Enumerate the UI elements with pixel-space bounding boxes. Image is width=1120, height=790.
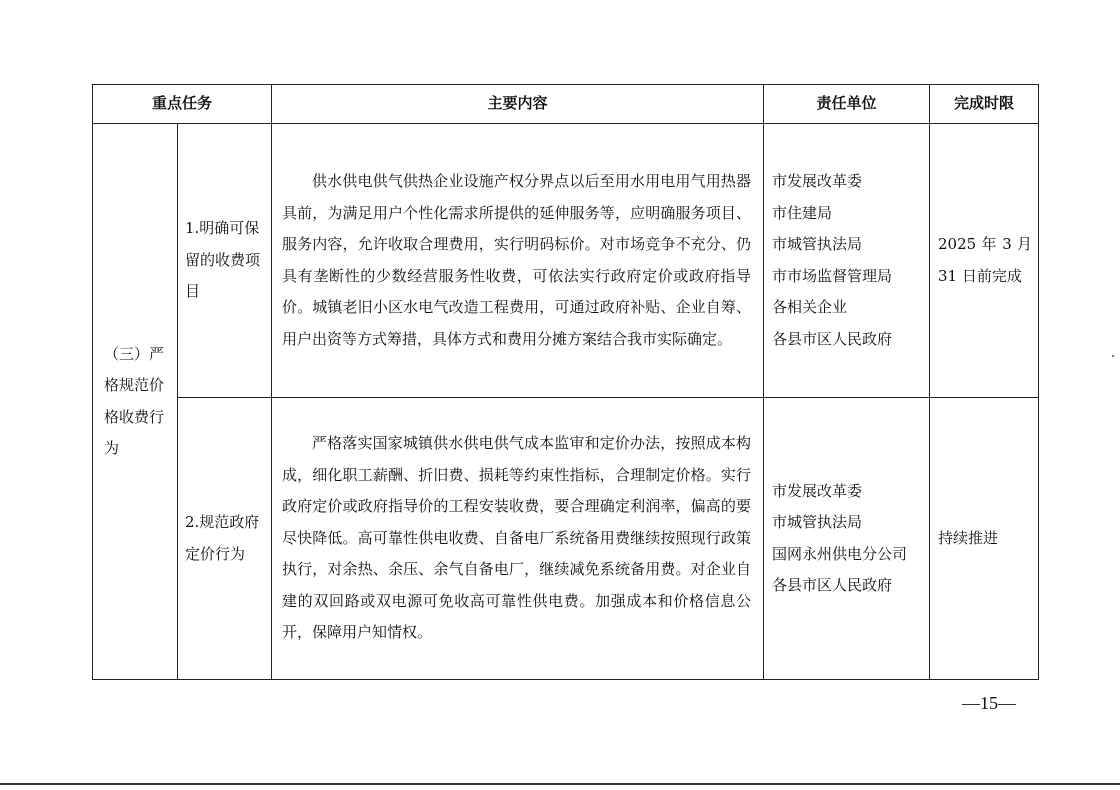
responsible-cell — [764, 398, 930, 680]
responsible-unit: 市市场监督管理局 — [772, 266, 893, 285]
bottom-divider — [0, 783, 1120, 785]
policy-table — [92, 84, 1039, 680]
scan-speck — [1112, 355, 1114, 357]
responsible-unit: 各相关企业 — [772, 298, 848, 316]
group-task-cell: （三）严格规范价格收费行为 — [93, 124, 178, 680]
table-row — [93, 398, 1039, 680]
responsible-unit: 国网永州供电分公司 — [772, 544, 908, 563]
deadline-cell: 2025 年 3 月 31 日前完成 — [930, 124, 1039, 398]
responsible-cell — [764, 124, 930, 398]
responsible-unit: 市发展改革委 — [772, 172, 863, 190]
responsible-unit: 市城管执法局 — [772, 235, 863, 253]
content-text: 严格落实国家城镇供水供电供气成本监审和定价办法，按照成本构成，细化职工薪酬、折旧费、损耗等约束性指标，合理制定价格。实行政府定价或政府指导价的工程安装收费，要合理确定利润率，偏高的要尽快降低。高可靠性供电收费、自备电厂系统备用费继续按照现行政策执行，对余热、余压、余气自备电厂，继续减免系统备用费。对企业自建的双回路或双电源可免收高可靠性供电费。加强成本和价格信息公开，保障用户知情权。 — [282, 434, 752, 642]
deadline-cell: 持续推进 — [930, 398, 1039, 680]
table-row — [93, 124, 1039, 398]
header-content: 主要内容 — [272, 85, 764, 124]
content-text: 供水供电供气供热企业设施产权分界点以后至用水用电用气用热器具前，为满足用户个性化需求所提供的延伸服务等，应明确服务项目、服务内容，允许收取合理费用，实行明码标价。对市场竞争不充分、仍具有垄断性的少数经营服务性收费，可依法实行政府定价或政府指导价。城镇老旧小区水电气改造工程费用，可通过政府补贴、企业自筹、用户出资等方式筹措，具体方式和费用分摊方案结合我市实际确定。 — [282, 172, 752, 348]
header-responsible: 责任单位 — [764, 85, 930, 124]
header-task: 重点任务 — [93, 85, 272, 124]
responsible-unit: 市城管执法局 — [772, 513, 863, 531]
header-deadline: 完成时限 — [930, 85, 1039, 124]
header-row — [93, 85, 1039, 124]
responsible-unit: 各县市区人民政府 — [772, 576, 893, 594]
subtask-cell: 2.规范政府定价行为 — [178, 398, 272, 680]
content-cell — [272, 124, 764, 398]
page-number: —15— — [962, 693, 1016, 713]
responsible-unit: 各县市区人民政府 — [772, 329, 893, 348]
responsible-unit: 市发展改革委 — [772, 481, 863, 500]
responsible-unit: 市住建局 — [772, 203, 833, 222]
content-cell — [272, 398, 764, 680]
subtask-cell: 1.明确可保留的收费项目 — [178, 124, 272, 398]
